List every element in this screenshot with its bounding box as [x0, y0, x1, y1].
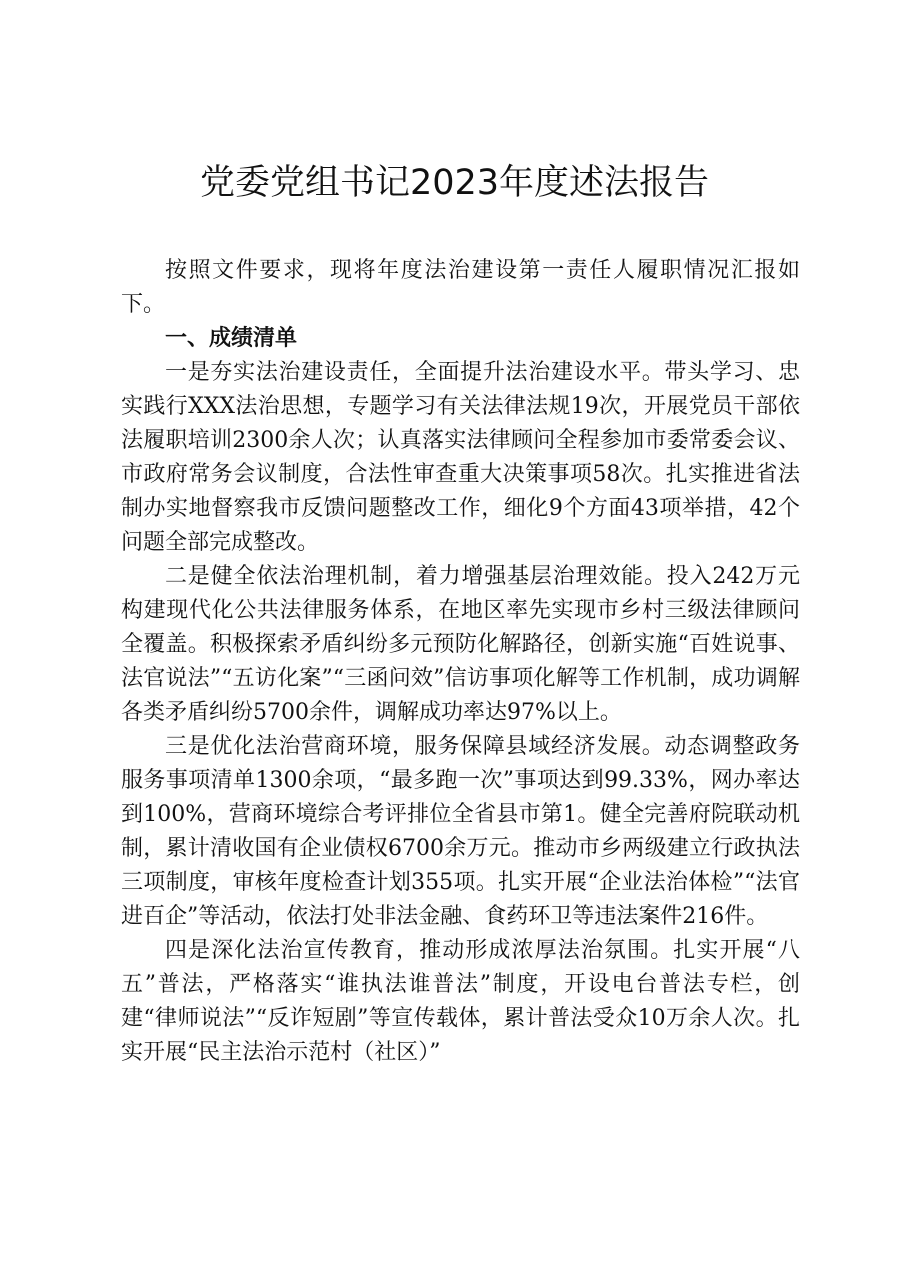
paragraph-1: 一是夯实法治建设责任，全面提升法治建设水平。带头学习、忠实践行XXX法治思想，专题学习有关法律法规19次，开展党员干部依法履职培训2300余人次；认真落实法律顾问全程参加市委常委会议、市政府常务会议制度，合法性审查重大决策事项58次。扎实推进省法制办实地督察我市反馈问题整改工作，细化9个方面43项举措，42个问题全部完成整改。 [121, 360, 800, 555]
section-heading: 一、成绩清单 [165, 326, 298, 351]
paragraph-3: 三是优化法治营商环境，服务保障县域经济发展。动态调整政务服务事项清单1300余项，“最多跑一次”事项达到99.33%，网办率达到100%，营商环境综合考评排位全省县市第1。健全完善府院联动机制，累计清收国有企业债权6700余万元。推动市乡两级建立行政执法三项制度，审核年度检查计划355项。扎实开展“企业法治体检”“法官进百企”等活动，依法打处非法金融、食药环卫等违法案件216件。 [121, 734, 800, 929]
document-body [121, 254, 800, 1070]
paragraph-4: 四是深化法治宣传教育，推动形成浓厚法治氛围。扎实开展“八五”普法，严格落实“谁执法谁普法”制度，开设电台普法专栏，创建“律师说法”“反诈短剧”等宣传载体，累计普法受众10万余人次。扎实开展“民主法治示范村（社区）” [121, 938, 800, 1065]
intro-paragraph: 按照文件要求，现将年度法治建设第一责任人履职情况汇报如下。 [121, 258, 800, 317]
document-title: 党委党组书记2023年度述法报告 [199, 163, 710, 203]
paragraph-2: 二是健全依法治理机制，着力增强基层治理效能。投入242万元构建现代化公共法律服务体系，在地区率先实现市乡村三级法律顾问全覆盖。积极探索矛盾纠纷多元预防化解路径，创新实施“百姓说事、法官说法”“五访化案”“三函问效”信访事项化解等工作机制，成功调解各类矛盾纠纷5700余件，调解成功率达97%以上。 [121, 564, 800, 725]
